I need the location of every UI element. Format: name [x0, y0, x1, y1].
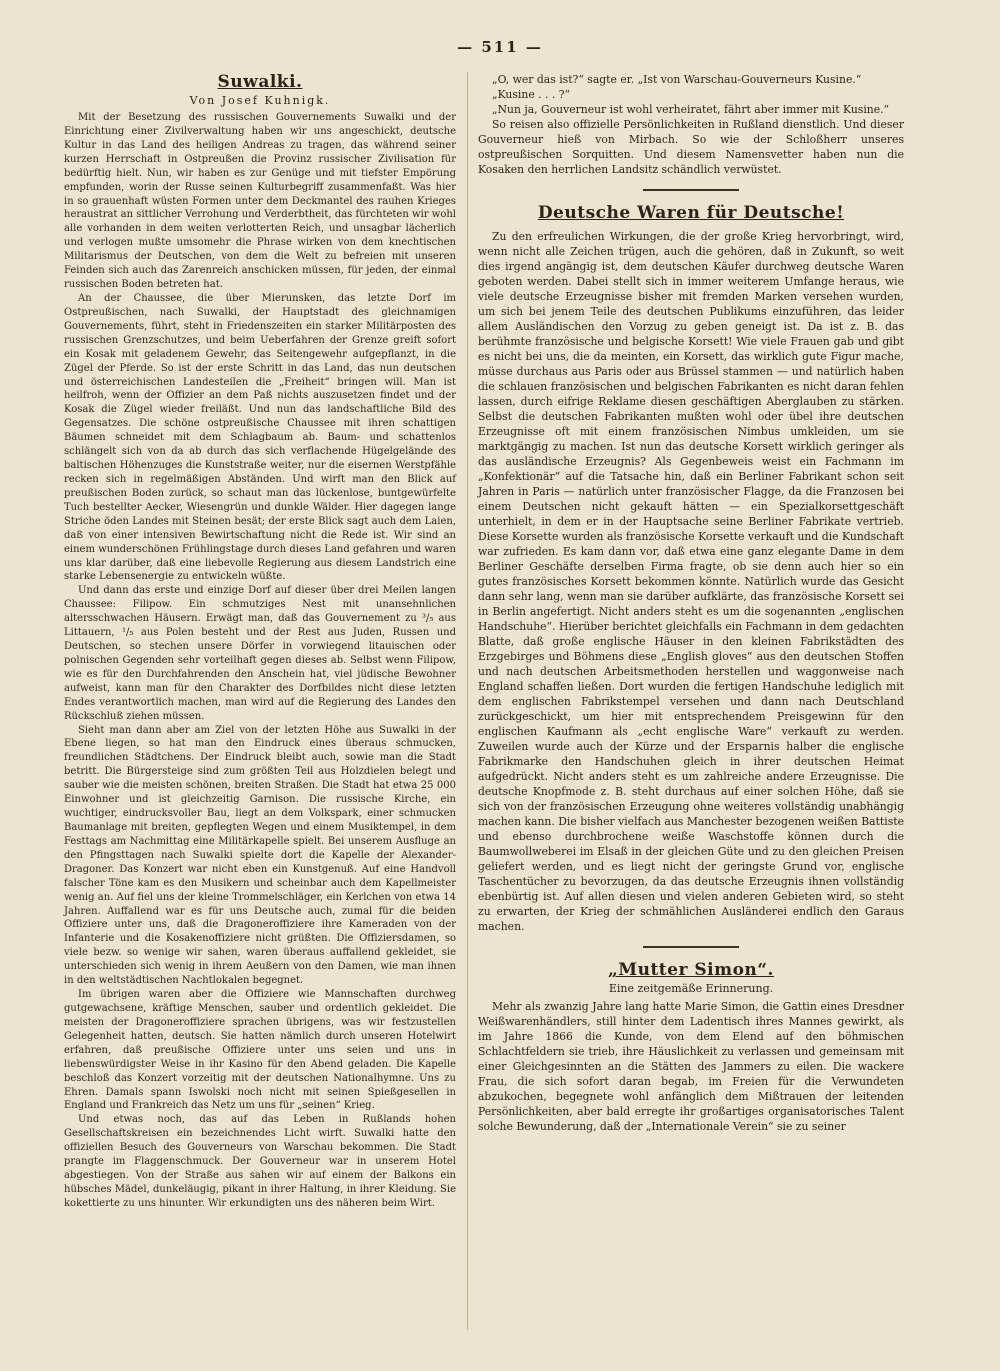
continuation-paragraph: „Nun ja, Gouverneur ist wohl verheiratet, fährt aber immer mit Kusine.“ — [492, 103, 890, 116]
article-paragraph: Mehr als zwanzig Jahre lang hatte Marie Simon, die Gattin eines Dresdner Weißwarenhändlers, still hinter dem Ladentisch ihres Mannes gewirkt, als im Jahre 1866 die Kunde, von dem Elend auf den böhmischen Schlachtfeldern sie trieb, ihre Häuslichkeit zu verlassen und gemeinsam mit einer Gleichgesinnten an die Stätten des Jammers zu eilen. Die wackere Frau, die sich sofort daran begab, im Freien für die Verwundeten abzukochen, begegnete wohl anfänglich dem Mißtrauen der leitenden Persönlichkeiten, aber bald erregte ihr großartiges organisatorisches Talent solche Bewunderung, daß der „Internationale Verein“ sie zu seiner — [478, 1000, 904, 1133]
article-paragraph: Und etwas noch, das auf das Leben in Rußlands hohen Gesellschaftskreisen ein bezeichnendes Licht wirft. Suwalki hatte den offiziellen Besuch des Gouverneurs von Warschau bekommen. Die Stadt prangte im Flaggenschmuck. Der Gouverneur war in unserem Hotel abgestiegen. Von der Straße aus sahen wir auf einem der Balkons ein hübsches Mädel, dunkeläugig, pikant in ihrer Haltung, in ihrer Kleidung. Sie kokettierte zu uns hinunter. Wir erkundigten uns des näheren beim Wirt. — [64, 1114, 456, 1209]
article-paragraph: Im übrigen waren aber die Offiziere wie Mannschaften durchweg gutgewachsene, kräftige Menschen, sauber und ordentlich gekleidet. Die meisten der Dragoneroffiziere sprachen übrigens, was wir festzustellen Gelegenheit hatten, deutsch. Sie hatten nämlich durch unseren Hotelwirt erfahren, daß preußische Offiziere unter uns seien und uns in liebenswürdigster Weise in ihr Kasino für den Abend geladen. Die Kapelle beschloß das Konzert vorzeitig mit der deutschen Nationalhymne. Uns zu Ehren. Damals spann Iswolski noch nicht mit seinen Spießgesellen in England und Frankreich das Netz um uns für „seinen“ Krieg. — [64, 989, 456, 1112]
column-divider — [467, 72, 468, 1330]
right-column — [478, 72, 904, 1134]
continuation-paragraph: „O, wer das ist?“ sagte er. „Ist von Warschau-Gouverneurs Kusine.“ — [492, 73, 862, 86]
article-paragraph: Sieht man dann aber am Ziel von der letzten Höhe aus Suwalki in der Ebene liegen, so hat man den Eindruck eines überaus schmucken, freundlichen Städtchens. Der Eindruck bleibt auch, sowie man die Stadt betritt. Die Bürgersteige sind zum größten Teil aus Holzdielen belegt und sauber wie die meisten schönen, breiten Straßen. Die Stadt hat etwa 25 000 Einwohner und ist gleichzeitig Garnison. Die russische Kirche, ein wuchtiger, eindrucksvoller Bau, liegt an dem Volkspark, einer schmucken Baumanlage mit breiten, gepflegten Wegen und einem Musiktempel, in dem Festtags am Nachmittag eine Militärkapelle spielt. Bei unserem Ausfluge an den Pfingsttagen nach Suwalki spielte dort die Kapelle der Alexander-Dragoner. Das Konzert war nicht eben ein Kunstgenuß. Auf eine Handvoll falscher Töne kam es den Musikern und scheinbar auch dem Kapellmeister wenig an. Auf fiel uns der kleine Trommelschläger, ein Kerlchen von etwa 14 Jahren. Auffallend war es für uns Deutsche auch, zumal für die beiden Offiziere unter uns, daß die Dragoneroffiziere ihre Kameraden von der Infanterie und die Kosakenoffiziere nicht grüßten. Die Offiziersdamen, so viele bezw. so wenige wir sahen, waren überaus auffallend gekleidet, sie unterschieden sich wenig in ihrem Aeußern von den Damen, wie man ihnen in den weltstädtischen Nachtlokalen begegnet. — [64, 724, 456, 987]
section-divider — [643, 946, 739, 948]
continuation-paragraph: So reisen also offizielle Persönlichkeiten in Rußland dienstlich. Und dieser Gouverneur hieß von Mirbach. So wie der Schloßherr unseres ostpreußischen Sorquitten. Und diesem Namensvetter haben nun die Kosaken den herrlichen Landsitz schändlich verwüstet. — [478, 118, 904, 176]
article-title-deutsche-waren: Deutsche Waren für Deutsche! — [537, 203, 845, 223]
article-byline: Von Josef Kuhnigk. — [189, 94, 331, 107]
article-title-suwalki: Suwalki. — [217, 72, 303, 92]
section-divider — [643, 189, 739, 191]
article-paragraph: Zu den erfreulichen Wirkungen, die der große Krieg hervorbringt, wird, wenn nicht alle Zeichen trügen, auch die gehören, daß in Zukunft, so weit dies irgend angängig ist, dem deutschen Käufer durchweg deutsche Waren geboten werden. Dabei stellt sich in immer weiterem Umfange heraus, wie viele deutsche Erzeugnisse bisher mit fremden Marken versehen wurden, um sich bei jenem Teile des deutschen Publikums einzuführen, das leider allem Ausländischen den Vorzug zu geben geneigt ist. Da ist z. B. das berühmte französische und belgische Korsett! Wie viele Frauen gab und gibt es nicht bei uns, die da meinten, ein Korsett, das wirklich gute Figur mache, müsse durchaus aus Paris oder aus Brüssel stammen — und natürlich haben die schlauen französischen und belgischen Fabrikanten es nicht daran fehlen lassen, durch eifrige Reklame diesen geschäftigen Aberglauben zu stärken. Selbst die deutschen Fabrikanten mußten wohl oder übel ihre deutschen Erzeugnisse oft mit einem französischen Nimbus umkleiden, um sie marktgängig zu machen. Ist nun das deutsche Korsett wirklich geringer als das ausländische Erzeugnis? Als Gegenbeweis weist ein Fachmann im „Konfektionär“ auf die Tatsache hin, daß ein Berliner Fabrikant schon seit Jahren in Paris — natürlich unter französischer Flagge, da die Franzosen bei einem Deutschen nicht gekauft hätten — ein Spezialkorsettgeschäft unterhielt, in dem er in der Hauptsache seine Berliner Fabrikate vertrieb. Diese Korsette wurden als französische Korsette verkauft und die Kundschaft war zufrieden. Es kam dann vor, daß etwa eine ganz elegante Dame in dem Berliner Geschäfte derselben Firma fragte, ob sie denn auch hier so ein gutes französisches Korsett bekommen könnte. Natürlich wurde das Gesicht dann sehr lang, wenn man sie darüber aufklärte, das französische Korsett sei in Berlin angefertigt. Nicht anders steht es um die sogenannten „englischen Handschuhe“. Hierüber berichtet gleichfalls ein Fachmann in dem gedachten Blatte, daß große englische Häuser in den kleinen Fabrikstädten des Erzgebirges und Böhmens diese „English gloves“ aus den deutschen Stoffen und nach deutschen Arbeitsmethoden herstellen und waggonweise nach England schaffen ließen. Dort wurden die fertigen Handschuhe lediglich mit dem englischen Fabrikstempel versehen und dann nach Deutschland zurückgeschickt, um hier mit entsprechendem Preisgewinn für den englischen Kaufmann als „echt englische Ware“ verkauft zu werden. Zuweilen wurde auch der Kürze und der Ersparnis halber die englische Fabrikmarke den Handschuhen gleich in ihrer deutschen Heimat aufgedrückt. Nicht anders steht es um zahlreiche andere Erzeugnisse. Die deutsche Knopfmode z. B. steht durchaus auf einer solchen Höhe, daß sie sich von der französischen Erzeugung ohne weiteres vollständig unabhängig machen kann. Die bisher vielfach aus Manchester bezogenen weißen Battiste und ebenso durchbrochene weiße Waschstoffe können durch die Baumwollweberei im Elsaß in der gleichen Güte und zu den gleichen Preisen geliefert werden, und es liegt nicht der geringste Grund vor, englische Taschentücher zu bevorzugen, da das deutsche Erzeugnis ihnen vollständig ebenbürtig ist. Auf allen diesen und vielen anderen Gebieten wird, so steht zu erwarten, der Krieg der schmählichen Ausländerei endlich den Garaus machen. — [478, 230, 904, 933]
article-paragraph: Mit der Besetzung des russischen Gouvernements Suwalki und der Einrichtung einer Zivilverwaltung haben wir uns angeschickt, deutsche Kultur in das Land des heiligen Andreas zu tragen, das während seiner kurzen Herrschaft in Ostpreußen die Provinz russischer Zivilisation für bedürftig hielt. Nun, wir haben es zur Genüge und mit tiefster Empörung empfunden, worin der Russe seinen Kulturbegriff zusammenfaßt. Was hier in so grauenhaft wüsten Formen unter dem Deckmantel des rauhen Krieges heraustrat an sittlicher Verrohung und Verderbtheit, das fürchteten wir wohl alle vorhanden in dem weiten verlotterten Reich, und unsagbar lächerlich und verlogen mußte umsomehr die Phrase wirken von dem knechtischen Militarismus der Deutschen, von dem die Welt zu befreien mit unseren Feinden sich auch das Zarenreich anschicken müssen, für jeden, der einmal russischen Boden betreten hat. — [64, 112, 456, 291]
article-paragraph: An der Chaussee, die über Mierunsken, das letzte Dorf im Ostpreußischen, nach Suwalki, der Hauptstadt des gleichnamigen Gouvernements, führt, steht in Friedenszeiten ein starker Militärposten des russischen Grenzschutzes, und beim Ueberfahren der Grenze greift sofort ein Kosak mit geladenem Gewehr, das Seitengewehr aufgepflanzt, in die Zügel der Pferde. So ist der erste Schritt in das Land, das nun deutschen und österreichischen Landesteilen die „Freiheit“ bringen will. Man ist heilfroh, wenn der Offizier an dem Paß nichts auszusetzen findet und der Kosak die Zügel wieder freiläßt. Und nun das landschaftliche Bild des Gegensatzes. Die schöne ostpreußische Chaussee mit ihren schattigen Bäumen schneidet mit dem Schlagbaum ab. Baum- und schattenlos schlängelt sich von da ab durch das sich verflachende Hügelgelände des baltischen Höhenzuges die Kunststraße weiter, nur die eisernen Werstpfähle recken sich in regelmäßigen Abständen. Und wirft man den Blick auf preußischen Boden zurück, so schaut man das lückenlose, buntgewürfelte Tuch bestellter Aecker, Wiesengrün und dunkle Wälder. Hier dagegen lange Striche öden Landes mit Steinen besät; der erste Blick sagt auch dem Laien, daß von einer intensiven Bewirtschaftung nicht die Rede ist. Wir sind an einem wunderschönen Frühlingstage durch dieses Land gefahren und waren uns klar darüber, daß eine liebevolle Regierung aus diesem Landstrich eine starke Lebensenergie zu entwickeln wüßte. — [64, 292, 456, 583]
article-title-mutter-simon: „Mutter Simon“. — [608, 960, 774, 980]
continuation-paragraph: „Kusine . . . ?“ — [492, 88, 571, 101]
left-column — [64, 72, 456, 1211]
article-paragraph: Und dann das erste und einzige Dorf auf dieser über drei Meilen langen Chaussee: Filipow. Ein schmutziges Nest mit unansehnlichen altersschwachen Häusern. Erwägt man, daß das Gouvernement zu ³/₅ aus Littauern, ¹/₅ aus Polen besteht und der Rest aus Juden, Russen und Deutschen, so stechen unsere Dörfer in vorwiegend litauischen oder polnischen Gegenden sehr vorteilhaft gegen dieses ab. Selbst wenn Filipow, wie es für den Durchfahrenden den Anschein hat, viel jüdische Bewohner aufweist, kann man für den Charakter des Dorfbildes nicht diese letzten Endes verantwortlich machen, man wird auf die Regierung des Landes den Rückschluß ziehen müssen. — [64, 585, 456, 722]
article-subtitle: Eine zeitgemäße Erinnerung. — [608, 982, 774, 995]
page-number: — 511 — — [457, 38, 543, 56]
